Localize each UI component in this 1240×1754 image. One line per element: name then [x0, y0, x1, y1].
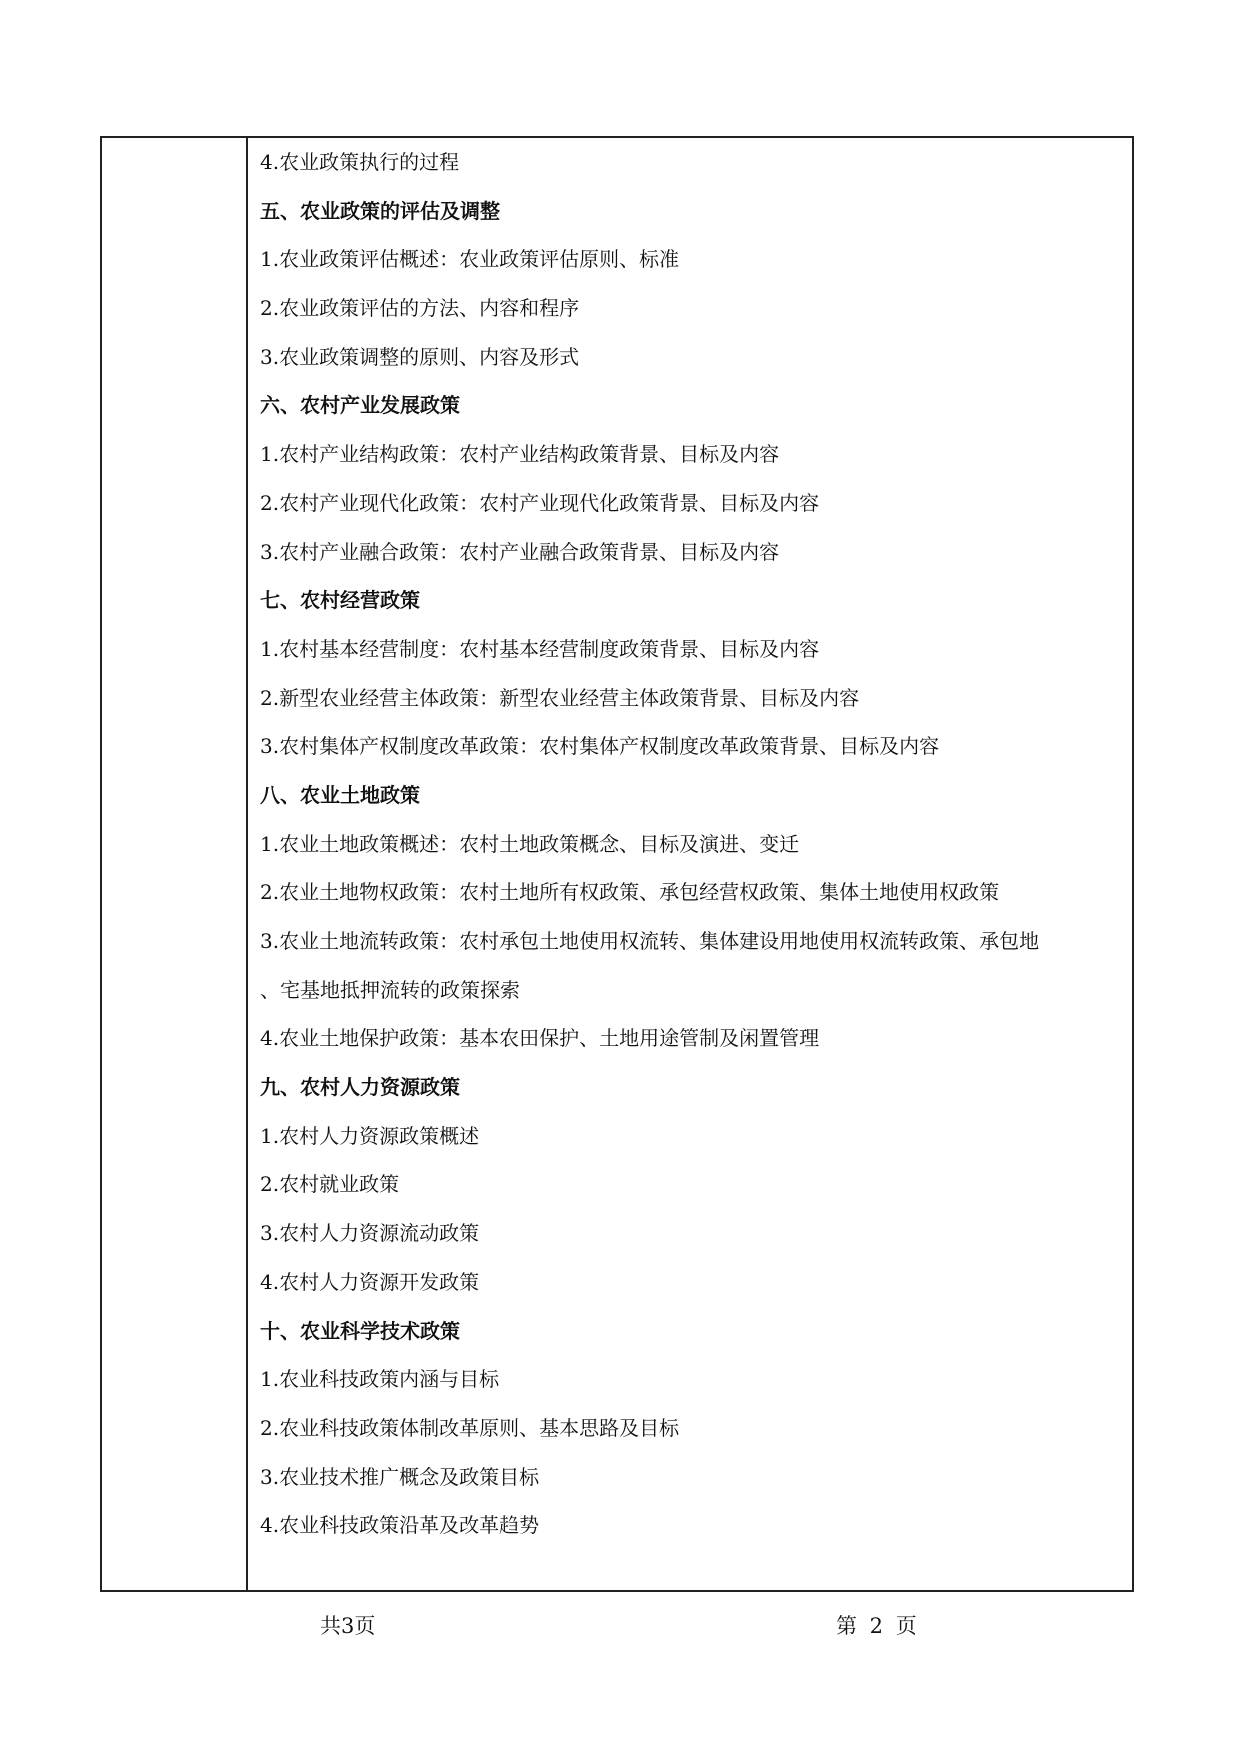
section-heading: 六、农村产业发展政策: [260, 393, 460, 418]
list-item: 4.农村人力资源开发政策: [260, 1269, 480, 1294]
list-item: 、宅基地抵押流转的政策探索: [260, 977, 520, 1002]
page-number: 第 2 页: [836, 1614, 917, 1638]
list-item: 1.农村基本经营制度：农村基本经营制度政策背景、目标及内容: [260, 636, 820, 661]
syllabus-table: [100, 136, 1134, 1592]
list-item: 3.农村集体产权制度改革政策：农村集体产权制度改革政策背景、目标及内容: [260, 734, 940, 759]
list-item: 4.农业土地保护政策：基本农田保护、土地用途管制及闲置管理: [260, 1026, 820, 1051]
list-item: 1.农业科技政策内涵与目标: [260, 1367, 500, 1392]
table-left-column: [102, 138, 248, 1590]
section-heading: 五、农业政策的评估及调整: [260, 198, 500, 223]
section-heading: 八、农业土地政策: [260, 782, 420, 807]
list-item: 3.农业政策调整的原则、内容及形式: [260, 344, 580, 369]
list-item: 2.农业政策评估的方法、内容和程序: [260, 296, 580, 321]
list-item: 3.农村产业融合政策：农村产业融合政策背景、目标及内容: [260, 539, 780, 564]
list-item: 4.农业政策执行的过程: [260, 150, 460, 174]
section-heading: 九、农村人力资源政策: [260, 1075, 460, 1100]
list-item: 4.农业科技政策沿革及改革趋势: [260, 1513, 540, 1538]
list-item: 2.农村就业政策: [260, 1172, 400, 1197]
list-item: 2.农业土地物权政策：农村土地所有权政策、承包经营权政策、集体土地使用权政策: [260, 880, 1000, 905]
list-item: 1.农村人力资源政策概述: [260, 1123, 480, 1148]
list-item: 2.新型农业经营主体政策：新型农业经营主体政策背景、目标及内容: [260, 685, 860, 710]
section-heading: 十、农业科学技术政策: [260, 1318, 460, 1343]
table-content-column: [248, 138, 1132, 1590]
list-item: 2.农业科技政策体制改革原则、基本思路及目标: [260, 1415, 680, 1440]
section-heading: 七、农村经营政策: [260, 588, 420, 613]
list-item: 2.农村产业现代化政策：农村产业现代化政策背景、目标及内容: [260, 490, 820, 515]
list-item: 1.农业政策评估概述：农业政策评估原则、标准: [260, 247, 680, 272]
list-item: 3.农村人力资源流动政策: [260, 1221, 480, 1246]
list-item: 3.农业技术推广概念及政策目标: [260, 1464, 540, 1489]
list-item: 1.农村产业结构政策：农村产业结构政策背景、目标及内容: [260, 442, 780, 467]
list-item: 3.农业土地流转政策：农村承包土地使用权流转、集体建设用地使用权流转政策、承包地: [260, 929, 1040, 953]
list-item: 1.农业土地政策概述：农村土地政策概念、目标及演进、变迁: [260, 831, 800, 856]
page-count: 共3页: [320, 1614, 376, 1638]
